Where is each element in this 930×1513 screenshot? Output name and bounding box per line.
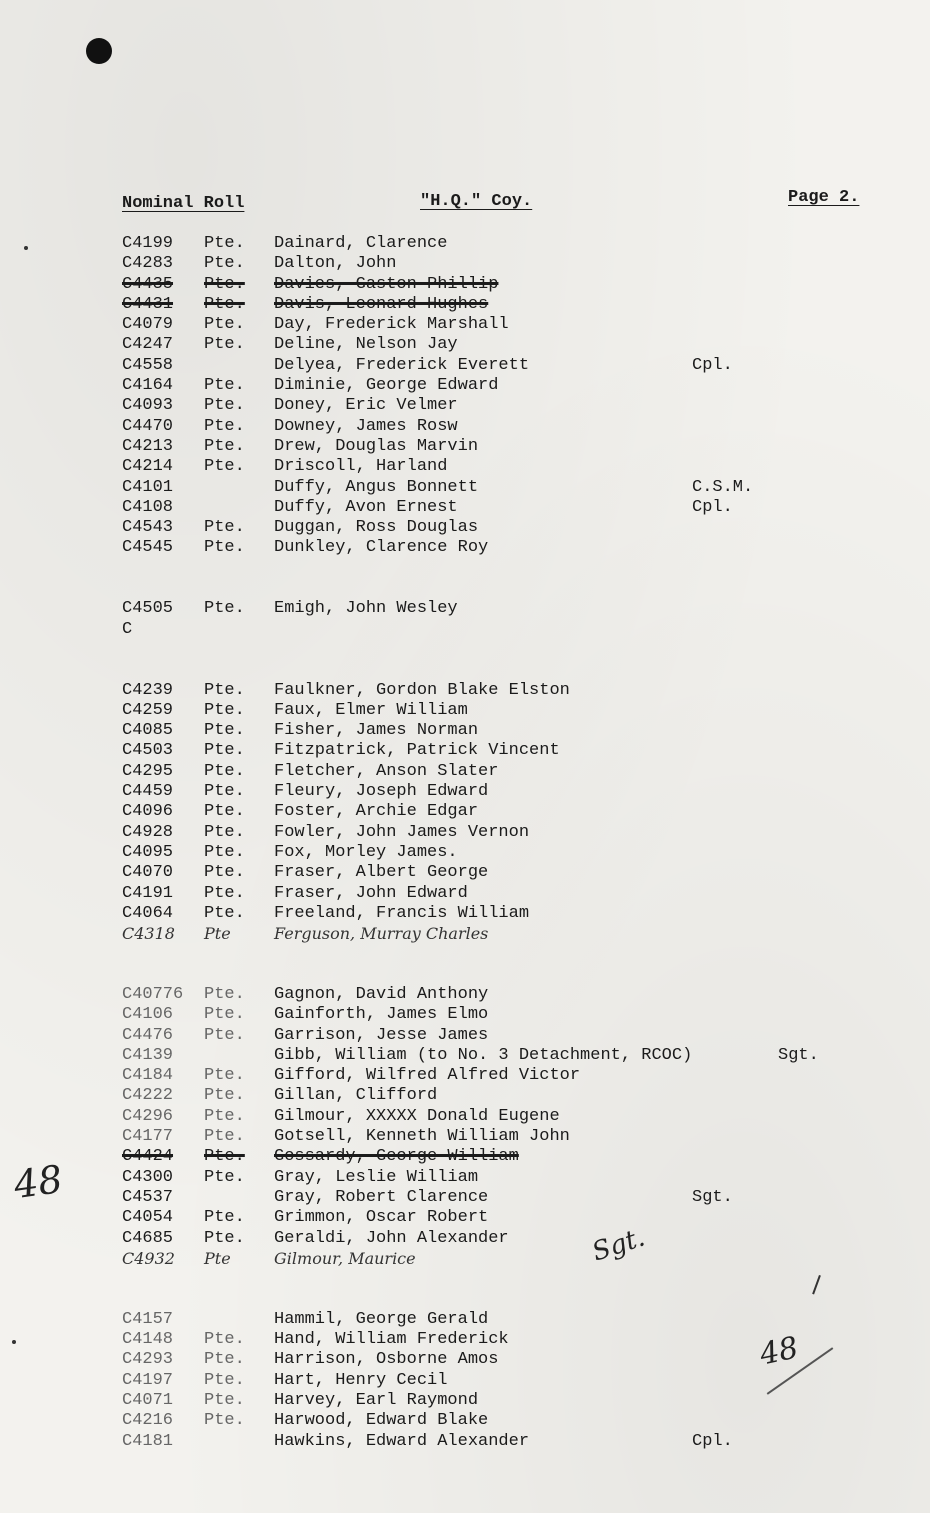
soldier-name: Gagnon, David Anthony: [274, 984, 489, 1004]
service-number: C4300: [122, 1167, 174, 1187]
rank: Pte.: [204, 396, 245, 416]
service-number: C4177: [122, 1127, 174, 1147]
roll-entry: [0, 1371, 930, 1391]
roll-entry: [0, 1229, 930, 1249]
margin-dot: [12, 1340, 16, 1344]
rank: Pte.: [204, 1350, 245, 1370]
service-number: C4216: [122, 1411, 174, 1431]
soldier-name: Fox, Morley James.: [274, 842, 458, 862]
roll-entry: [0, 782, 930, 802]
soldier-name: Fitzpatrick, Patrick Vincent: [274, 741, 560, 761]
roll-entry: [0, 863, 930, 883]
roll-title: Nominal Roll: [122, 194, 245, 213]
roll-entry: [0, 884, 930, 904]
rank: Pte.: [204, 822, 245, 842]
rank: Pte.: [204, 1330, 245, 1350]
roll-entry: [0, 376, 930, 396]
roll-entry: [0, 1086, 930, 1106]
service-number: C4476: [122, 1025, 174, 1045]
service-number: C4214: [122, 457, 174, 477]
roll-entry: [0, 1208, 930, 1228]
rank: Pte.: [204, 1106, 245, 1126]
roll-entry: [0, 741, 930, 761]
soldier-name: Hammil, George Gerald: [274, 1309, 489, 1329]
soldier-name: Fletcher, Anson Slater: [274, 761, 499, 781]
service-number: C4293: [122, 1350, 174, 1370]
page-number: Page 2.: [788, 188, 860, 207]
section-gap: [0, 559, 930, 600]
rank: Pte.: [204, 1005, 245, 1025]
roll-entry: [0, 335, 930, 355]
service-number: C: [122, 619, 133, 639]
roll-entry: [0, 1127, 930, 1147]
soldier-name: Doney, Eric Velmer: [274, 396, 458, 416]
service-number: C4191: [122, 883, 174, 903]
service-number: C4157: [122, 1309, 174, 1329]
roll-entry: [0, 1310, 930, 1330]
company-label: "H.Q." Coy.: [420, 192, 533, 211]
rank: Pte.: [204, 1390, 245, 1410]
rank: Pte.: [204, 883, 245, 903]
soldier-name: Gifford, Wilfred Alfred Victor: [274, 1066, 581, 1086]
soldier-name: Drew, Douglas Marvin: [274, 436, 479, 456]
rank: Pte.: [204, 518, 245, 538]
rank: Pte.: [204, 315, 245, 335]
rank: Pte.: [204, 1370, 245, 1390]
service-number: C4505: [122, 599, 174, 619]
roll-entry: [0, 498, 930, 518]
soldier-name: Freeland, Francis William: [274, 903, 530, 923]
roll-entry: [0, 437, 930, 457]
soldier-name: Harvey, Earl Raymond: [274, 1390, 479, 1410]
service-number: C4148: [122, 1330, 174, 1350]
roll-entry: [0, 1168, 930, 1188]
service-number: C4459: [122, 782, 174, 802]
service-number: C4503: [122, 741, 174, 761]
roll-entry: [0, 701, 930, 721]
service-number: C4079: [122, 315, 174, 335]
section-gap: [0, 640, 930, 681]
section-gap: [0, 944, 930, 985]
soldier-name: Duffy, Angus Bonnett: [274, 477, 479, 497]
service-number: C4424: [122, 1147, 174, 1167]
service-number: C4685: [122, 1228, 174, 1248]
roll-entry: [0, 1026, 930, 1046]
service-number: C4545: [122, 538, 174, 558]
soldier-name: Harrison, Osborne Amos: [274, 1350, 499, 1370]
roll-entry: [0, 1005, 930, 1025]
roll-entry: [0, 295, 930, 315]
appointment: Cpl.: [692, 355, 733, 375]
service-number: C4259: [122, 700, 174, 720]
service-number: C4435: [122, 274, 174, 294]
service-number: C4431: [122, 294, 174, 314]
soldier-name: Dalton, John: [274, 254, 397, 274]
service-number: C4108: [122, 497, 174, 517]
soldier-name: Hart, Henry Cecil: [274, 1370, 448, 1390]
section-gap: [0, 1269, 930, 1310]
roll-entry: [0, 1411, 930, 1431]
margin-dot: [24, 246, 28, 250]
soldier-name: Gilmour, XXXXX Donald Eugene: [274, 1106, 560, 1126]
service-number: C4318: [122, 924, 175, 944]
rank: Pte.: [204, 416, 245, 436]
punch-hole: [86, 38, 112, 64]
soldier-name: Duffy, Avon Ernest: [274, 497, 458, 517]
roll-entry: [0, 254, 930, 274]
rank: Pte.: [204, 903, 245, 923]
roll-entry: [0, 1066, 930, 1086]
roll-entry: [0, 802, 930, 822]
rank: Pte: [204, 1248, 231, 1268]
service-number: C4070: [122, 863, 174, 883]
rank: Pte.: [204, 538, 245, 558]
soldier-name: Driscoll, Harland: [274, 457, 448, 477]
rank: Pte.: [204, 1167, 245, 1187]
roll-entry: [0, 843, 930, 863]
roll-entry: [0, 1432, 930, 1452]
rank: Pte.: [204, 234, 245, 253]
soldier-name: Downey, James Rosw: [274, 416, 458, 436]
service-number: C4096: [122, 802, 174, 822]
service-number: C4295: [122, 761, 174, 781]
rank: Pte.: [204, 1411, 245, 1431]
soldier-name: Gray, Robert Clarence: [274, 1187, 489, 1207]
roll-entry: [0, 356, 930, 376]
rank: Pte.: [204, 457, 245, 477]
roll-header: [0, 188, 930, 218]
rank: Pte.: [204, 335, 245, 355]
roll-entry: [0, 538, 930, 558]
service-number: C4106: [122, 1005, 174, 1025]
service-number: C4558: [122, 355, 174, 375]
appointment: Cpl.: [692, 497, 733, 517]
roll-entry: [0, 275, 930, 295]
service-number: C4054: [122, 1208, 174, 1228]
service-number: C4139: [122, 1045, 174, 1065]
rank: Pte.: [204, 1228, 245, 1248]
rank: Pte.: [204, 254, 245, 274]
rank: Pte.: [204, 1066, 245, 1086]
soldier-name: Faux, Elmer William: [274, 700, 468, 720]
rank: Pte.: [204, 1086, 245, 1106]
roll-entry: [0, 823, 930, 843]
soldier-name: Grimmon, Oscar Robert: [274, 1208, 489, 1228]
service-number: C4101: [122, 477, 174, 497]
rank: Pte.: [204, 802, 245, 822]
rank: Pte.: [204, 599, 245, 619]
rank: Pte.: [204, 294, 245, 314]
appointment: C.S.M.: [692, 477, 754, 497]
rank: Pte.: [204, 782, 245, 802]
rank: Pte.: [204, 984, 245, 1004]
rank: Pte.: [204, 1127, 245, 1147]
soldier-name: Davis, Leonard Hughes: [274, 294, 489, 314]
service-number: C4928: [122, 822, 174, 842]
roll-entry: [0, 1249, 930, 1269]
service-number: C4222: [122, 1086, 174, 1106]
roll-entry: [0, 457, 930, 477]
roll-entry: [0, 762, 930, 782]
roll-entry: [0, 396, 930, 416]
soldier-name: Geraldi, John Alexander: [274, 1228, 509, 1248]
rank: Pte.: [204, 842, 245, 862]
rank: Pte.: [204, 1147, 245, 1167]
soldier-name: Hand, William Frederick: [274, 1330, 509, 1350]
roll-entry: [0, 1147, 930, 1167]
service-number: C4095: [122, 842, 174, 862]
rank: Pte.: [204, 1025, 245, 1045]
rank: Pte.: [204, 761, 245, 781]
roll-entry: [0, 721, 930, 741]
service-number: C4181: [122, 1431, 174, 1451]
service-number: C4470: [122, 416, 174, 436]
service-number: C4213: [122, 436, 174, 456]
service-number: C4296: [122, 1106, 174, 1126]
service-number: C4247: [122, 335, 174, 355]
soldier-name: Faulkner, Gordon Blake Elston: [274, 680, 570, 700]
service-number: C4093: [122, 396, 174, 416]
rank: Pte.: [204, 680, 245, 700]
handwritten-sgt-note: Sgt.: [588, 1222, 649, 1268]
roll-entry: [0, 315, 930, 335]
roll-entry: [0, 1188, 930, 1208]
roll-entry: [0, 1391, 930, 1411]
service-number: C4064: [122, 903, 174, 923]
soldier-name: Fraser, Albert George: [274, 863, 489, 883]
appointment: Cpl.: [692, 1431, 733, 1451]
soldier-name: Dainard, Clarence: [274, 234, 448, 253]
soldier-name: Emigh, John Wesley: [274, 599, 458, 619]
roll-entry: [0, 904, 930, 924]
roll-entry: [0, 518, 930, 538]
roll-entry: [0, 417, 930, 437]
service-number: C4239: [122, 680, 174, 700]
rank: Pte.: [204, 274, 245, 294]
soldier-name: Davies, Gaston Phillip: [274, 274, 499, 294]
rank: Pte.: [204, 436, 245, 456]
appointment: Sgt.: [778, 1045, 819, 1065]
soldier-name: Delyea, Frederick Everett: [274, 355, 530, 375]
soldier-name: Day, Frederick Marshall: [274, 315, 509, 335]
roll-entry: [0, 985, 930, 1005]
soldier-name: Duggan, Ross Douglas: [274, 518, 479, 538]
service-number: C4543: [122, 518, 174, 538]
roll-entry: [0, 599, 930, 619]
service-number: C4932: [122, 1248, 175, 1268]
service-number: C4283: [122, 254, 174, 274]
soldier-name: Dunkley, Clarence Roy: [274, 538, 489, 558]
soldier-name: Gibb, William (to No. 3 Detachment, RCOC): [274, 1045, 693, 1065]
rank: Pte.: [204, 376, 245, 396]
roll-entry: [0, 1046, 930, 1066]
soldier-name: Hawkins, Edward Alexander: [274, 1431, 530, 1451]
soldier-name: Gossardy, George William: [274, 1147, 519, 1167]
soldier-name: Gillan, Clifford: [274, 1086, 438, 1106]
service-number: C4184: [122, 1066, 174, 1086]
margin-count-right: 48: [756, 1330, 802, 1373]
soldier-name: Gray, Leslie William: [274, 1167, 479, 1187]
service-number: C4164: [122, 376, 174, 396]
soldier-name: Gotsell, Kenneth William John: [274, 1127, 570, 1147]
roll-entry: [0, 478, 930, 498]
margin-count-left: 48: [11, 1156, 66, 1208]
service-number: C4085: [122, 721, 174, 741]
service-number: C40776: [122, 984, 184, 1004]
soldier-name: Ferguson, Murray Charles: [274, 924, 489, 944]
service-number: C4199: [122, 234, 174, 253]
soldier-name: Fowler, John James Vernon: [274, 822, 530, 842]
nominal-roll-list: [0, 234, 930, 1452]
soldier-name: Deline, Nelson Jay: [274, 335, 458, 355]
roll-entry: [0, 620, 930, 640]
rank: Pte: [204, 924, 231, 944]
soldier-name: Fleury, Joseph Edward: [274, 782, 489, 802]
appointment: Sgt.: [692, 1187, 733, 1207]
rank: Pte.: [204, 863, 245, 883]
service-number: C4537: [122, 1187, 174, 1207]
roll-entry: [0, 234, 930, 254]
soldier-name: Fraser, John Edward: [274, 883, 468, 903]
soldier-name: Garrison, Jesse James: [274, 1025, 489, 1045]
rank: Pte.: [204, 1208, 245, 1228]
rank: Pte.: [204, 741, 245, 761]
roll-entry: [0, 1107, 930, 1127]
soldier-name: Gainforth, James Elmo: [274, 1005, 489, 1025]
soldier-name: Harwood, Edward Blake: [274, 1411, 489, 1431]
soldier-name: Gilmour, Maurice: [274, 1248, 416, 1268]
rank: Pte.: [204, 700, 245, 720]
service-number: C4071: [122, 1390, 174, 1410]
roll-entry: [0, 681, 930, 701]
soldier-name: Foster, Archie Edgar: [274, 802, 479, 822]
soldier-name: Diminie, George Edward: [274, 376, 499, 396]
soldier-name: Fisher, James Norman: [274, 721, 479, 741]
service-number: C4197: [122, 1370, 174, 1390]
roll-entry: [0, 924, 930, 944]
rank: Pte.: [204, 721, 245, 741]
